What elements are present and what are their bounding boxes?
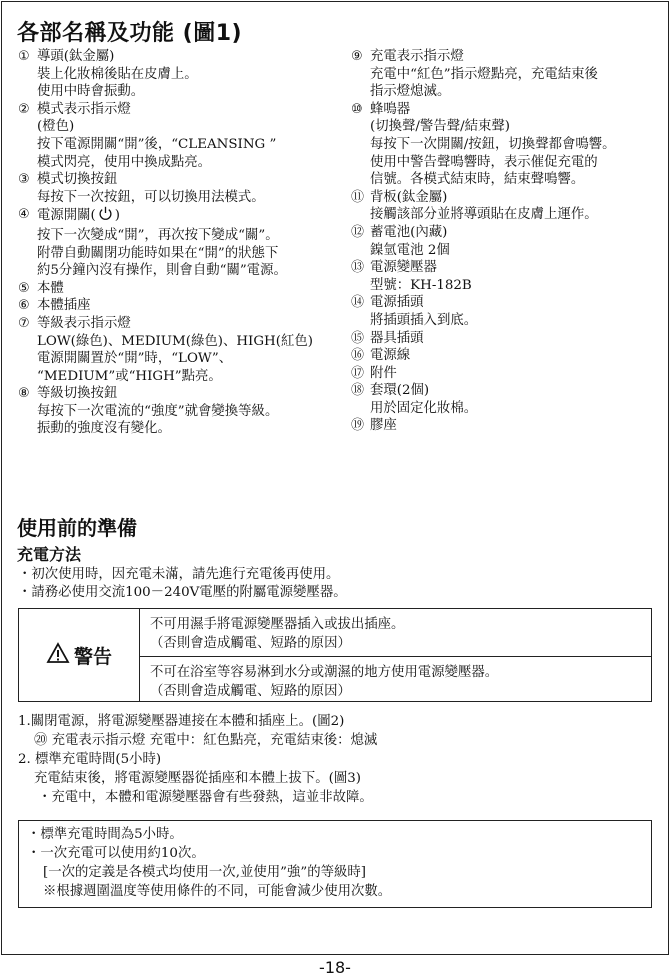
part-item bbox=[18, 206, 353, 227]
part-number: ⑯ bbox=[351, 348, 365, 364]
part-description: 振動的強度沒有變化。 bbox=[37, 421, 171, 437]
part-number: ⑱ bbox=[351, 383, 365, 399]
part-title: 電源插頭 bbox=[370, 295, 424, 311]
part-number: ⑥ bbox=[18, 298, 30, 314]
part-item bbox=[351, 224, 667, 242]
section-title: 各部名稱及功能 (圖1) bbox=[17, 21, 243, 46]
part-title: 充電表示指示燈 bbox=[370, 49, 464, 64]
part-item bbox=[351, 259, 667, 277]
part-title: 導頭(鈦金屬) bbox=[37, 49, 115, 64]
warning-label-cell bbox=[19, 609, 140, 701]
note-line: ・一次充電可以使用約10次。 bbox=[27, 846, 205, 861]
part-title: 蓄電池(內藏) bbox=[370, 224, 448, 240]
part-number: ⑤ bbox=[18, 280, 30, 296]
part-number: ④ bbox=[18, 207, 30, 223]
part-description: “MEDIUM”或“HIGH”點亮。 bbox=[37, 368, 222, 384]
part-description: 每按下一次開關/按鈕，切換聲都會鳴響。 bbox=[370, 136, 616, 152]
parts-list-right bbox=[351, 48, 667, 435]
part-title: 模式表示指示燈 bbox=[37, 101, 131, 117]
part-title: 電源線 bbox=[370, 348, 411, 364]
charging-subtitle: 充電方法 bbox=[17, 545, 82, 564]
part-description: 鎳氫電池 2個 bbox=[370, 242, 450, 258]
part-item bbox=[351, 294, 667, 312]
step-1: 1.關閉電源，將電源變壓器連接在本體和插座上。(圖2) bbox=[18, 714, 345, 729]
warning-row bbox=[140, 609, 651, 657]
part-description: (切換聲/警告聲/結束聲) bbox=[370, 119, 510, 135]
part-title: 等級表示指示燈 bbox=[37, 315, 131, 331]
part-item bbox=[351, 330, 667, 348]
part-item bbox=[351, 417, 667, 435]
part-item bbox=[351, 48, 667, 66]
part-description: 使用中警告聲鳴響時，表示催促充電的 bbox=[370, 154, 598, 170]
part-description: 按下電源開關“開”後，“CLEANSING ” bbox=[37, 136, 277, 152]
part-item bbox=[351, 347, 667, 365]
part-title: 本體 bbox=[37, 280, 64, 296]
part-description: 充電中“紅色”指示燈點亮，充電結束後 bbox=[370, 66, 598, 82]
part-item bbox=[351, 382, 667, 400]
parts-list-left bbox=[18, 48, 353, 438]
part-title: 本體插座 bbox=[37, 298, 91, 314]
part-description: (橙色) bbox=[37, 119, 75, 135]
part-number: ③ bbox=[18, 172, 30, 188]
part-description: 型號：KH-182B bbox=[370, 277, 472, 293]
part-title: 背板(鈦金屬) bbox=[370, 189, 448, 205]
part-description: 每按下一次按鈕，可以切換用法模式。 bbox=[37, 189, 265, 205]
part-title: 蜂鳴器 bbox=[370, 101, 411, 117]
part-title: 膠座 bbox=[370, 418, 397, 434]
warning-text: 不可在浴室等容易淋到水分或潮濕的地方使用電源變壓器。 bbox=[150, 665, 499, 680]
part-number: ⑲ bbox=[351, 418, 365, 434]
part-title-text: ) bbox=[114, 208, 121, 224]
part-description: 裝上化妝棉後貼在皮膚上。 bbox=[37, 66, 198, 82]
part-description: 信號。各模式結束時，結束聲鳴響。 bbox=[370, 172, 585, 188]
part-number: ② bbox=[18, 101, 30, 117]
part-title: 器具插頭 bbox=[370, 330, 424, 346]
part-item bbox=[18, 48, 353, 66]
step-1-note: ⑳ 充電表示指示燈 充電中：紅色點亮，充電結束後：熄滅 bbox=[34, 733, 378, 748]
part-number: ⑨ bbox=[351, 49, 363, 64]
warning-row bbox=[140, 657, 651, 701]
warning-triangle-icon bbox=[46, 642, 70, 669]
part-description: 約5分鐘內沒有操作，則會自動“關”電源。 bbox=[37, 263, 287, 279]
charging-steps bbox=[18, 712, 377, 807]
part-description: 用於固定化妝棉。 bbox=[370, 400, 478, 416]
part-description: 將插頭插入到底。 bbox=[370, 312, 478, 328]
step-2: 2. 標準充電時間(5小時) bbox=[18, 752, 162, 767]
part-number: ⑩ bbox=[351, 101, 363, 117]
charging-note-box bbox=[18, 820, 652, 908]
part-item bbox=[18, 385, 353, 403]
part-description: 附帶自動關閉功能時如果在“開”的狀態下 bbox=[37, 245, 279, 261]
step-2-line: 充電結束後，將電源變壓器從插座和本體上拔下。(圖3) bbox=[34, 771, 361, 786]
part-description: 按下一次變成“開”，再次按下變成“關”。 bbox=[37, 227, 279, 243]
part-number: ⑧ bbox=[18, 386, 30, 402]
note-line: [一次的定義是各模式均使用一次,並使用”強”的等級時] bbox=[43, 865, 366, 880]
warning-text: 不可用濕手將電源變壓器插入或拔出插座。 bbox=[150, 617, 405, 632]
part-item bbox=[18, 297, 353, 315]
part-title: 模式切換按鈕 bbox=[37, 172, 118, 188]
warning-reason: （否則會造成觸電、短路的原因） bbox=[150, 684, 351, 699]
part-title: 電源變壓器 bbox=[370, 260, 437, 276]
prep-bullet: ・初次使用時，因充電未滿，請先進行充電後再使用。 bbox=[18, 567, 340, 582]
part-item bbox=[18, 101, 353, 119]
part-description: 模式閃亮，使用中換成點亮。 bbox=[37, 154, 212, 170]
part-number: ⑭ bbox=[351, 295, 365, 311]
part-description: 指示燈熄滅。 bbox=[370, 84, 451, 100]
part-description: 使用中時會振動。 bbox=[37, 84, 145, 100]
prep-bullet: ・請務必使用交流100－240V電壓的附屬電源變壓器。 bbox=[18, 585, 347, 600]
part-item bbox=[18, 315, 353, 333]
power-icon bbox=[98, 206, 113, 227]
part-title bbox=[37, 206, 120, 227]
warning-reason: （否則會造成觸電、短路的原因） bbox=[150, 636, 351, 651]
page-number: -18- bbox=[319, 958, 351, 976]
part-description: 接觸該部分並將導頭貼在皮膚上運作。 bbox=[370, 207, 598, 223]
warning-label: 警告 bbox=[73, 645, 112, 668]
note-line: ※根據週圍溫度等使用條件的不同，可能會減少使用次數。 bbox=[43, 884, 392, 899]
part-title: 等級切換按鈕 bbox=[37, 386, 118, 402]
note-line: ・標準充電時間為5小時。 bbox=[27, 827, 183, 842]
prep-bullets bbox=[18, 566, 347, 602]
part-description: LOW(綠色)、MEDIUM(綠色)、HIGH(紅色) bbox=[37, 333, 313, 349]
warning-table bbox=[18, 608, 652, 702]
part-title: 附件 bbox=[370, 365, 397, 381]
part-number: ⑮ bbox=[351, 330, 365, 346]
part-number: ⑦ bbox=[18, 315, 30, 331]
part-item bbox=[351, 365, 667, 383]
part-number: ⑫ bbox=[351, 224, 365, 240]
part-item bbox=[18, 280, 353, 298]
part-number: ⑰ bbox=[351, 365, 365, 381]
part-number: ⑪ bbox=[351, 189, 365, 205]
step-2-note: ・充電中，本體和電源變壓器會有些發熱，這並非故障。 bbox=[38, 790, 373, 805]
prep-title: 使用前的準備 bbox=[17, 516, 137, 540]
part-item bbox=[18, 171, 353, 189]
part-item bbox=[351, 101, 667, 119]
part-number: ① bbox=[18, 49, 30, 64]
part-item bbox=[351, 189, 667, 207]
part-description: 電源開關置於“開”時，“LOW”、 bbox=[37, 351, 233, 367]
part-title: 套環(2個) bbox=[370, 383, 430, 399]
part-description: 每按下一次電流的“強度”就會變換等級。 bbox=[37, 403, 279, 419]
part-title-text: 電源開關( bbox=[37, 208, 96, 224]
part-number: ⑬ bbox=[351, 260, 365, 276]
